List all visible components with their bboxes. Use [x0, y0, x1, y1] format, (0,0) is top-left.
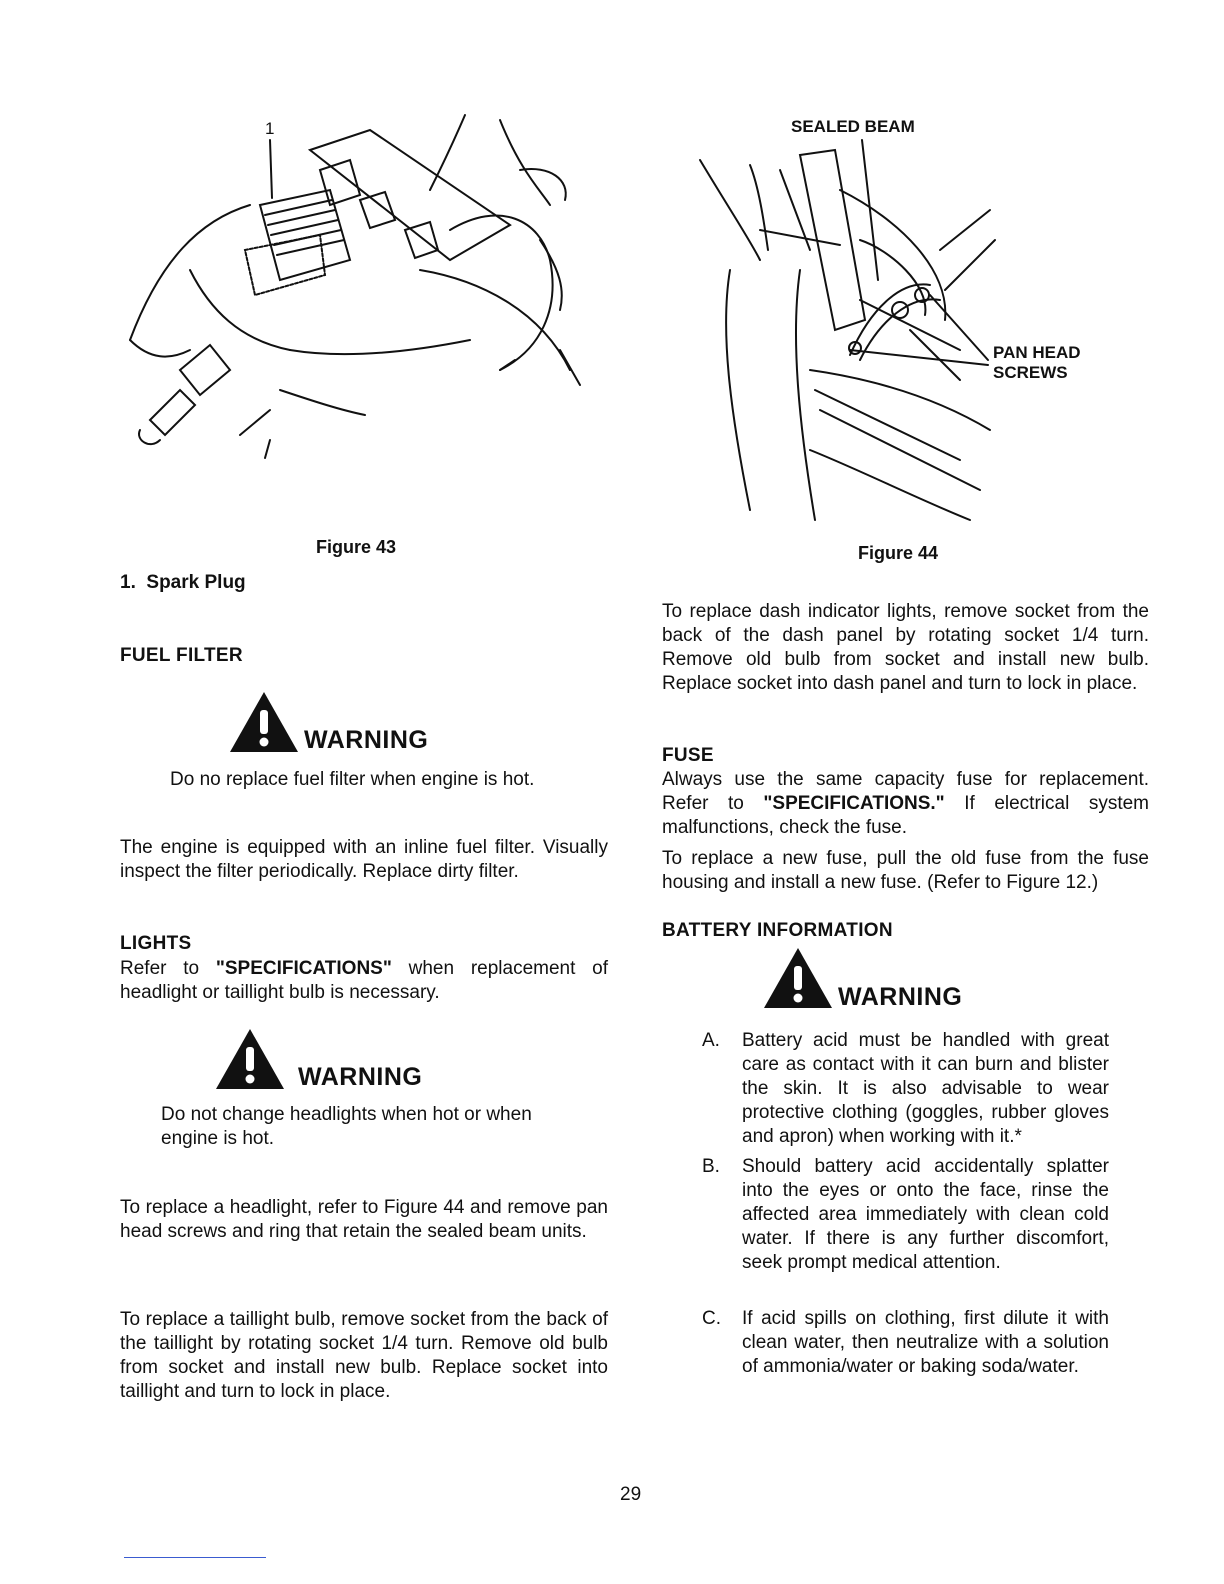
fuel-filter-warning-text: Do no replace fuel filter when engine is hot. [170, 769, 535, 790]
figure-43-illustration [120, 110, 600, 470]
battery-item-text: Battery acid must be handled with great care as contact with it can burn and blister the skin. It is also advisable to wear protective clothing (goggles, rubber gloves and apron) when working with it.* [742, 1030, 1109, 1147]
battery-item-text: If acid spills on clothing, first dilute it with clean water, then neutralize with a solution of ammonia/water or baking soda/water. [742, 1308, 1109, 1377]
warning-word: WARNING [838, 983, 963, 1011]
battery-heading: BATTERY INFORMATION [662, 920, 893, 941]
battery-item-text: Should battery acid accidentally splatter into the eyes or onto the face, rinse the affected area immediately with clean cold water. If there is any further discomfort, seek prompt medical attention. [742, 1156, 1109, 1273]
figure-43 [120, 110, 600, 470]
taillight-instructions: To replace a taillight bulb, remove socket from the back of the taillight by rotating socket 1/4 turn. Remove old bulb from socket and install new bulb. Replace socket into taillight and turn to lock in place. [120, 1309, 608, 1402]
figure-43-caption: Figure 43 [316, 537, 397, 557]
fuse-text-spec: "SPECIFICATIONS." [763, 793, 945, 814]
figure-44 [660, 110, 1130, 530]
figure-43-callout: 1 [265, 119, 275, 138]
figure-44-sealed-beam-label: SEALED BEAM [791, 117, 915, 136]
warning-triangle-icon [228, 690, 300, 754]
warning-triangle-icon [762, 946, 834, 1010]
headlight-instructions: To replace a headlight, refer to Figure 44 and remove pan head screws and ring that retain the sealed beam units. [120, 1197, 608, 1242]
fuse-heading: FUSE [662, 745, 714, 766]
figure-44-caption: Figure 44 [858, 543, 939, 563]
lights-intro [120, 957, 608, 1005]
figure-44-pan-head-label: PAN HEAD [993, 343, 1081, 362]
fuel-filter-body: The engine is equipped with an inline fuel filter. Visually inspect the filter periodically. Replace dirty filter. [120, 837, 608, 882]
fuse-text-2: To replace a new fuse, pull the old fuse from the fuse housing and install a new fuse. (Refer to Figure 12.) [662, 848, 1149, 893]
battery-item-b [702, 1155, 1112, 1305]
figure-44-screws-label: SCREWS [993, 363, 1068, 382]
warning-word: WARNING [304, 726, 429, 754]
battery-item-letter: C. [702, 1308, 721, 1329]
lights-intro-post: when replacement of headlight or taillight bulb is necessary. [120, 958, 608, 1003]
lights-warning-text: Do not change headlights when hot or when engine is hot. [161, 1104, 532, 1149]
footer-rule [124, 1557, 266, 1558]
lights-intro-spec: "SPECIFICATIONS" [215, 958, 392, 979]
battery-item-letter: B. [702, 1156, 720, 1177]
figure-43-legend: 1. Spark Plug [120, 572, 246, 593]
lights-intro-pre: Refer to [120, 958, 216, 979]
fuse-text-1 [662, 768, 1149, 840]
battery-item-a [702, 1029, 1112, 1169]
fuse-text-pre: Always use the same capacity fuse for replacement. Refer to [662, 769, 1149, 814]
fuse-text-post: If electrical system malfunctions, check the fuse. [662, 793, 1149, 838]
page-number: 29 [620, 1484, 642, 1505]
battery-item-letter: A. [702, 1030, 720, 1051]
figure-44-illustration [660, 110, 1130, 530]
dash-indicator-instructions: To replace dash indicator lights, remove socket from the back of the dash panel by rotating socket 1/4 turn. Remove old bulb from socket and install new bulb. Replace socket into dash panel and turn to lock in place. [662, 601, 1149, 694]
fuel-filter-heading: FUEL FILTER [120, 645, 243, 666]
battery-item-c [702, 1307, 1112, 1417]
lights-heading: LIGHTS [120, 933, 192, 954]
warning-triangle-icon [214, 1027, 286, 1091]
warning-word: WARNING [298, 1063, 423, 1091]
